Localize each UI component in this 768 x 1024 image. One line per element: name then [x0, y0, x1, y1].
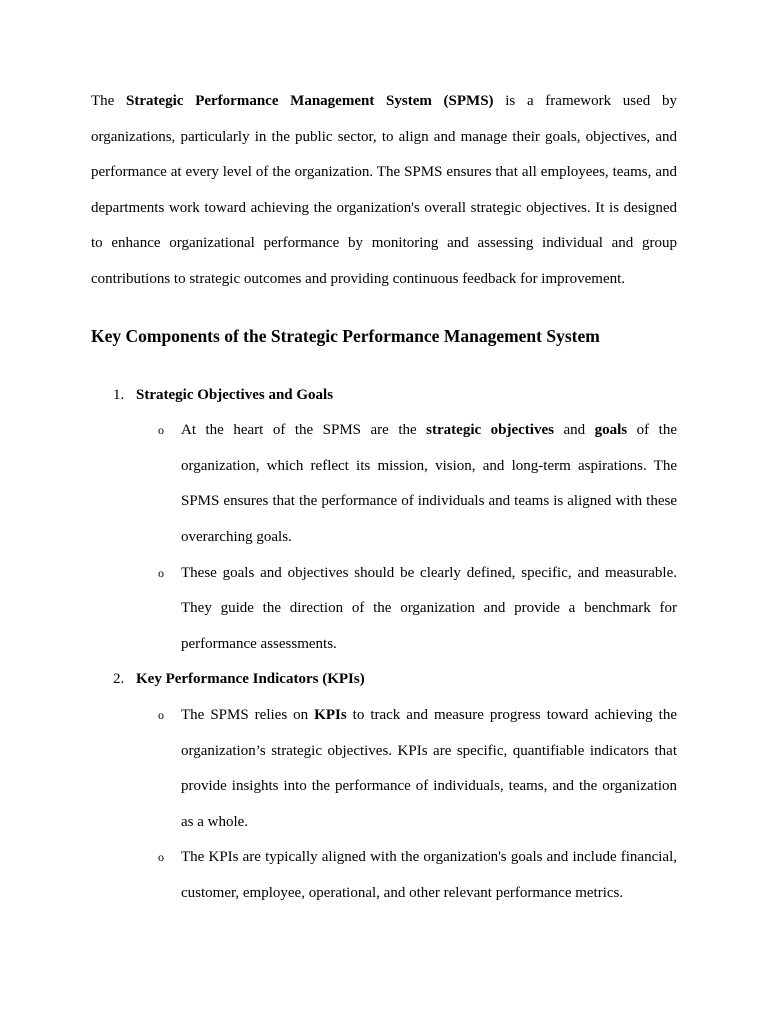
component-item-2	[91, 662, 677, 911]
bullet-text: These goals and objectives should be clearly defined, specific, and measurable. They guide the direction of the organization and provide a benchmark for performance assessments.	[181, 564, 677, 652]
component-bullets-1	[91, 413, 677, 662]
component-title-2: Key Performance Indicators (KPIs)	[136, 671, 365, 688]
component-number-2: 2.	[113, 671, 125, 688]
document-page	[91, 84, 677, 911]
component-title-1: Strategic Objectives and Goals	[136, 386, 334, 403]
component-heading-1	[91, 378, 677, 414]
intro-bold-spms: Strategic Performance Management System (SPMS)	[126, 93, 494, 109]
bullet-item-1-2	[91, 556, 677, 663]
component-item-1	[91, 378, 677, 663]
bullet-marker-icon: o	[158, 850, 164, 865]
component-number-1: 1.	[113, 386, 125, 403]
bullet-marker-icon: o	[158, 565, 164, 580]
bullet-text: At the heart of the SPMS are the	[181, 422, 427, 439]
bullet-marker-icon: o	[158, 707, 164, 722]
intro-paragraph	[91, 84, 677, 298]
bullet-text: The SPMS relies on	[181, 706, 315, 723]
bullet-text: of the organization, which reflect its mission, vision, and long-term aspirations. The SPMS ensures that the performance of individuals and teams is aligned with these overarching goals.	[181, 422, 677, 545]
bullet-item-2-1	[91, 698, 677, 840]
section-heading: Key Components of the Strategic Performance Management System	[91, 325, 600, 346]
bullet-item-1-1	[91, 413, 677, 555]
component-heading-2	[91, 662, 677, 698]
bullet-bold-strategic-objectives: strategic objectives	[426, 422, 554, 439]
bullet-text: and	[553, 422, 595, 439]
intro-text-1: The	[91, 93, 127, 109]
bullet-bold-goals: goals	[594, 422, 628, 439]
bullet-marker-icon: o	[158, 423, 164, 438]
bullet-bold-kpis: KPIs	[314, 706, 347, 723]
bullet-text: to track and measure progress toward achieving the organization’s strategic objectives. KPIs are specific, quantifiable indicators that provide insights into the performance of individuals, teams, and the organization as a whole.	[181, 706, 678, 830]
components-list	[91, 378, 677, 912]
intro-text-2: is a framework used by organizations, particularly in the public sector, to align and manage their goals, objectives, and performance at every level of the organization. The SPMS ensures that all employees, teams, and departments work toward achieving the organization's overall strategic objectives. It is designed to enhance organizational performance by monitoring and assessing individual and group contributions to strategic outcomes and providing continuous feedback for improvement.	[91, 93, 677, 287]
component-bullets-2	[91, 698, 677, 912]
bullet-text: The KPIs are typically aligned with the organization's goals and include financial, customer, employee, operational, and other relevant performance metrics.	[181, 849, 677, 901]
bullet-item-2-2	[91, 840, 677, 911]
